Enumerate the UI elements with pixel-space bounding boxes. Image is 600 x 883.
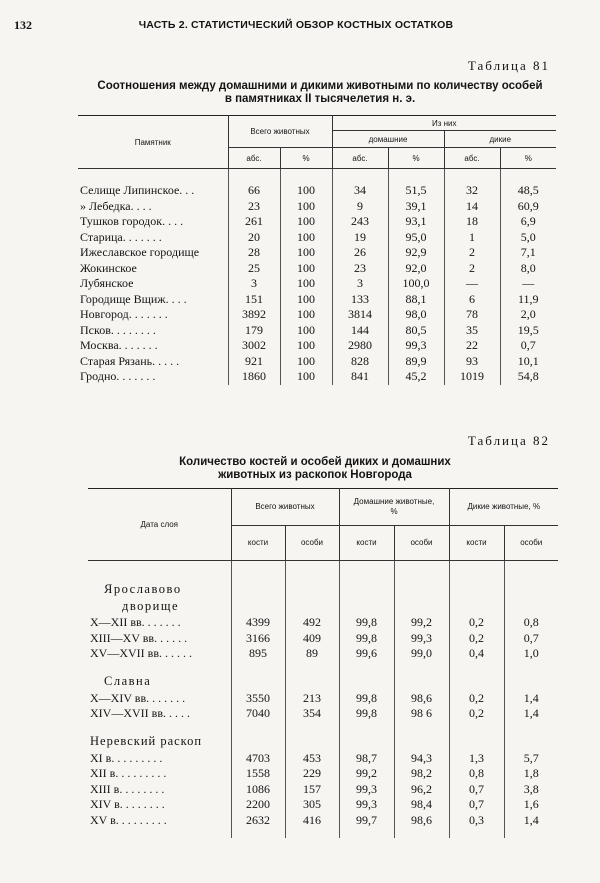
layer-date: XIII—XV вв. . . . . . <box>90 630 188 645</box>
cell-dom-bones: 99,6 <box>339 646 394 662</box>
group-name: Славна <box>104 674 152 689</box>
cell-total-pct: 100 <box>280 214 332 230</box>
table-81-body <box>78 169 556 385</box>
cell-dom: 133 <box>332 292 388 308</box>
cell-wild-pct: 10,1 <box>500 354 556 370</box>
cell-wild-pct: 8,0 <box>500 261 556 277</box>
table-row <box>78 323 556 339</box>
cell-dom-bones: 99,3 <box>339 782 394 798</box>
cell-total-pct: 100 <box>280 338 332 354</box>
cell-wild-indiv: 0,8 <box>504 615 558 631</box>
cell-dom: 19 <box>332 230 388 246</box>
layer-date: XIV в. . . . . . . . <box>90 797 165 811</box>
empty-cell <box>231 734 285 751</box>
empty-cell <box>339 734 394 751</box>
col-header-abs: абс. <box>444 148 500 169</box>
cell-wild: — <box>444 276 500 292</box>
group-name: Ярославово <box>104 581 182 596</box>
cell-total-pct: 100 <box>280 245 332 261</box>
table-row <box>78 338 556 354</box>
cell-total-indiv: 305 <box>285 797 339 813</box>
cell-dom-bones: 98,7 <box>339 751 394 767</box>
cell-total-bones: 1086 <box>231 782 285 798</box>
cell-wild: 14 <box>444 199 500 215</box>
cell-dom-pct: 39,1 <box>388 199 444 215</box>
table-row <box>78 369 556 385</box>
cell-total-bones: 2632 <box>231 813 285 829</box>
site-name: Старица. . . . . . . <box>80 229 162 244</box>
cell-dom-pct: 92,0 <box>388 261 444 277</box>
empty-cell <box>449 598 504 615</box>
col-header-of-them: Из них <box>332 116 556 131</box>
cell-dom-bones: 99,8 <box>339 691 394 707</box>
cell-dom-pct: 99,3 <box>388 338 444 354</box>
col-header-pct: % <box>500 148 556 169</box>
cell-dom: 34 <box>332 183 388 199</box>
cell-dom: 243 <box>332 214 388 230</box>
table-81-caption <box>80 80 560 106</box>
cell-wild: 35 <box>444 323 500 339</box>
table-82-label: Таблица 82 <box>467 433 550 448</box>
caption-line: Соотношения между домашними и дикими животными по количеству особей <box>97 80 543 92</box>
col-header-abs: абс. <box>332 148 388 169</box>
cell-total-indiv: 157 <box>285 782 339 798</box>
cell-dom-indiv: 99,3 <box>394 631 449 647</box>
site-name: Тушков городок. . . . <box>80 214 184 228</box>
cell-wild-indiv: 1,8 <box>504 766 558 782</box>
table-row <box>78 307 556 323</box>
cell-dom-pct: 45,2 <box>388 369 444 385</box>
group-header-row <box>88 581 558 598</box>
cell-wild: 2 <box>444 245 500 261</box>
site-name: Гродно. . . . . . . <box>80 369 156 383</box>
cell-dom-indiv: 98,2 <box>394 766 449 782</box>
site-name: Городище Вщиж. . . . <box>80 291 187 306</box>
empty-cell <box>339 674 394 691</box>
table-row <box>78 354 556 370</box>
col-header-domestic: домашние <box>332 131 444 148</box>
site-name: Ижеславское городище <box>80 245 200 259</box>
table-row <box>88 813 558 829</box>
caption-line: Количество костей и особей диких и домашних <box>179 456 451 468</box>
cell-wild: 1019 <box>444 369 500 385</box>
cell-total-indiv: 416 <box>285 813 339 829</box>
cell-wild-indiv: 5,7 <box>504 751 558 767</box>
layer-date: XIII в. . . . . . . . <box>90 781 165 796</box>
table-row <box>88 615 558 631</box>
caption-line: в памятниках II тысячелетия н. э. <box>224 93 416 105</box>
cell-total-pct: 100 <box>280 199 332 215</box>
cell-wild-indiv: 3,8 <box>504 782 558 798</box>
table-row <box>78 245 556 261</box>
col-header-domestic <box>339 489 449 526</box>
layer-date: XV—XVII вв. . . . . . <box>90 646 192 660</box>
table-81 <box>78 115 556 385</box>
table-row <box>78 230 556 246</box>
cell-dom-indiv: 98,6 <box>394 691 449 707</box>
col-header-total <box>231 489 339 526</box>
col-header-abs: абс. <box>228 148 280 169</box>
cell-total-bones: 4399 <box>231 615 285 631</box>
cell-dom-pct: 93,1 <box>388 214 444 230</box>
empty-cell <box>394 598 449 615</box>
empty-cell <box>231 581 285 598</box>
cell-total: 179 <box>228 323 280 339</box>
cell-dom: 9 <box>332 199 388 215</box>
cell-dom-bones: 99,8 <box>339 631 394 647</box>
cell-total-indiv: 229 <box>285 766 339 782</box>
cell-dom-bones: 99,8 <box>339 706 394 722</box>
empty-cell <box>449 674 504 691</box>
empty-cell <box>449 734 504 751</box>
cell-total-bones: 1558 <box>231 766 285 782</box>
empty-cell <box>504 581 558 598</box>
cell-dom: 841 <box>332 369 388 385</box>
cell-dom: 23 <box>332 261 388 277</box>
cell-wild-indiv: 1,0 <box>504 646 558 662</box>
cell-dom-pct: 88,1 <box>388 292 444 308</box>
table-row <box>78 183 556 199</box>
cell-dom-bones: 99,7 <box>339 813 394 829</box>
col-header-bones: кости <box>339 526 394 561</box>
spacer-row <box>88 561 558 582</box>
cell-total-pct: 100 <box>280 230 332 246</box>
site-name: Старая Рязань. . . . . <box>80 353 180 368</box>
cell-dom-pct: 98,0 <box>388 307 444 323</box>
cell-total-indiv: 409 <box>285 631 339 647</box>
cell-total: 1860 <box>228 369 280 385</box>
cell-total: 921 <box>228 354 280 370</box>
empty-cell <box>285 581 339 598</box>
empty-cell <box>504 674 558 691</box>
cell-dom-bones: 99,8 <box>339 615 394 631</box>
layer-date: X—XII вв. . . . . . . <box>90 615 181 629</box>
col-header-bones: кости <box>231 526 285 561</box>
cell-wild: 32 <box>444 183 500 199</box>
cell-wild-pct: — <box>500 276 556 292</box>
cell-dom: 144 <box>332 323 388 339</box>
cell-dom-indiv: 94,3 <box>394 751 449 767</box>
cell-dom-bones: 99,2 <box>339 766 394 782</box>
col-header-pct: % <box>280 148 332 169</box>
cell-total: 28 <box>228 245 280 261</box>
table-row <box>88 782 558 798</box>
cell-total-bones: 7040 <box>231 706 285 722</box>
page-number: 132 <box>14 18 32 32</box>
table-row <box>78 292 556 308</box>
spacer-row <box>88 828 558 838</box>
table-82-caption <box>90 456 540 482</box>
col-header-pct: % <box>388 148 444 169</box>
empty-cell <box>231 598 285 615</box>
table-row <box>88 691 558 707</box>
cell-dom: 3 <box>332 276 388 292</box>
group-header-row <box>88 598 558 615</box>
cell-wild-pct: 0,7 <box>500 338 556 354</box>
cell-total-indiv: 453 <box>285 751 339 767</box>
cell-wild-pct: 19,5 <box>500 323 556 339</box>
site-name: Москва. . . . . . . <box>80 338 158 352</box>
cell-total-pct: 100 <box>280 183 332 199</box>
empty-cell <box>394 674 449 691</box>
cell-wild-pct: 6,9 <box>500 214 556 230</box>
table-row <box>78 261 556 277</box>
layer-date: X—XIV вв. . . . . . . <box>90 690 186 705</box>
site-name: Жокинское <box>80 260 137 275</box>
cell-wild-bones: 0,2 <box>449 631 504 647</box>
site-name: » Лебедка. . . . <box>80 198 152 213</box>
cell-wild-indiv: 1,4 <box>504 813 558 829</box>
cell-total: 3 <box>228 276 280 292</box>
group-header-row <box>88 674 558 691</box>
table-82 <box>88 488 558 838</box>
empty-cell <box>504 598 558 615</box>
group-header-row <box>88 734 558 751</box>
cell-total: 20 <box>228 230 280 246</box>
cell-total-bones: 3166 <box>231 631 285 647</box>
cell-wild: 18 <box>444 214 500 230</box>
cell-total-pct: 100 <box>280 369 332 385</box>
col-header-wild <box>449 489 558 526</box>
col-header-total: Всего животных <box>228 116 332 148</box>
cell-wild-pct: 60,9 <box>500 199 556 215</box>
col-header-wild: дикие <box>444 131 556 148</box>
spacer-row <box>88 722 558 734</box>
empty-cell <box>339 581 394 598</box>
cell-wild-pct: 54,8 <box>500 369 556 385</box>
cell-wild-bones: 0,4 <box>449 646 504 662</box>
cell-dom-indiv: 99,2 <box>394 615 449 631</box>
cell-dom-indiv: 98,6 <box>394 813 449 829</box>
cell-total: 261 <box>228 214 280 230</box>
col-header-indiv: особи <box>285 526 339 561</box>
col-header-layer-date: Дата слоя <box>88 489 231 561</box>
cell-dom-pct: 95,0 <box>388 230 444 246</box>
cell-dom-pct: 51,5 <box>388 183 444 199</box>
spacer-row <box>88 662 558 674</box>
page-header <box>14 18 578 36</box>
cell-dom-indiv: 98,4 <box>394 797 449 813</box>
cell-total-indiv: 213 <box>285 691 339 707</box>
cell-total-pct: 100 <box>280 307 332 323</box>
cell-total: 25 <box>228 261 280 277</box>
table-row <box>88 631 558 647</box>
col-header-bones: кости <box>449 526 504 561</box>
cell-wild-pct: 2,0 <box>500 307 556 323</box>
header-text: Домашние животные, % <box>353 497 435 516</box>
cell-dom-indiv: 98 6 <box>394 706 449 722</box>
cell-total-bones: 2200 <box>231 797 285 813</box>
layer-date: XII в. . . . . . . . . <box>90 766 167 780</box>
cell-wild-indiv: 1,6 <box>504 797 558 813</box>
cell-wild: 22 <box>444 338 500 354</box>
cell-wild-bones: 0,7 <box>449 782 504 798</box>
cell-total: 151 <box>228 292 280 308</box>
col-header-site: Памятник <box>78 116 228 169</box>
cell-dom: 3814 <box>332 307 388 323</box>
empty-cell <box>504 734 558 751</box>
col-header-indiv: особи <box>504 526 558 561</box>
layer-date: XIV—XVII вв. . . . . <box>90 706 190 720</box>
cell-total: 23 <box>228 199 280 215</box>
cell-total-indiv: 354 <box>285 706 339 722</box>
caption-line: животных из раскопок Новгорода <box>218 469 412 481</box>
cell-wild: 1 <box>444 230 500 246</box>
table-row <box>78 199 556 215</box>
cell-total: 66 <box>228 183 280 199</box>
cell-dom-pct: 80,5 <box>388 323 444 339</box>
cell-wild-indiv: 1,4 <box>504 706 558 722</box>
cell-wild-pct: 5,0 <box>500 230 556 246</box>
cell-total-indiv: 492 <box>285 615 339 631</box>
table-row <box>88 706 558 722</box>
site-name: Селище Липинское. . . <box>80 183 195 197</box>
site-name: Псков. . . . . . . . <box>80 322 156 337</box>
cell-dom: 828 <box>332 354 388 370</box>
cell-wild: 93 <box>444 354 500 370</box>
cell-wild-indiv: 0,7 <box>504 631 558 647</box>
running-title: ЧАСТЬ 2. СТАТИСТИЧЕСКИЙ ОБЗОР КОСТНЫХ ОСТАТКОВ <box>138 19 454 31</box>
empty-cell <box>231 674 285 691</box>
col-header-indiv: особи <box>394 526 449 561</box>
empty-cell <box>394 581 449 598</box>
cell-wild-pct: 11,9 <box>500 292 556 308</box>
table-81-label: Таблица 81 <box>467 58 550 73</box>
cell-wild-bones: 0,3 <box>449 813 504 829</box>
cell-dom-pct: 89,9 <box>388 354 444 370</box>
layer-date: XI в. . . . . . . . . <box>90 750 163 765</box>
header-text: Дикие животные, % <box>467 502 541 511</box>
group-name: дворище <box>122 598 180 613</box>
site-name: Лубянское <box>80 276 134 290</box>
cell-wild-bones: 0,7 <box>449 797 504 813</box>
cell-wild-pct: 7,1 <box>500 245 556 261</box>
cell-dom: 2980 <box>332 338 388 354</box>
cell-total-pct: 100 <box>280 354 332 370</box>
table-row <box>88 797 558 813</box>
cell-total-bones: 4703 <box>231 751 285 767</box>
cell-total-pct: 100 <box>280 292 332 308</box>
empty-cell <box>339 598 394 615</box>
empty-cell <box>285 598 339 615</box>
cell-total-bones: 3550 <box>231 691 285 707</box>
cell-total-pct: 100 <box>280 323 332 339</box>
cell-wild-bones: 0,8 <box>449 766 504 782</box>
cell-wild-bones: 0,2 <box>449 706 504 722</box>
cell-wild-bones: 1,3 <box>449 751 504 767</box>
cell-total-indiv: 89 <box>285 646 339 662</box>
group-name: Неревский раскоп <box>90 734 203 749</box>
cell-wild: 6 <box>444 292 500 308</box>
cell-dom-bones: 99,3 <box>339 797 394 813</box>
header-text: Всего животных <box>255 502 315 511</box>
empty-cell <box>285 674 339 691</box>
table-row <box>78 214 556 230</box>
cell-total: 3002 <box>228 338 280 354</box>
cell-total: 3892 <box>228 307 280 323</box>
cell-wild: 78 <box>444 307 500 323</box>
cell-wild-pct: 48,5 <box>500 183 556 199</box>
cell-wild: 2 <box>444 261 500 277</box>
cell-dom: 26 <box>332 245 388 261</box>
cell-wild-bones: 0,2 <box>449 691 504 707</box>
cell-total-pct: 100 <box>280 276 332 292</box>
cell-dom-pct: 92,9 <box>388 245 444 261</box>
table-row <box>88 766 558 782</box>
cell-dom-indiv: 96,2 <box>394 782 449 798</box>
empty-cell <box>285 734 339 751</box>
table-row <box>78 276 556 292</box>
cell-wild-bones: 0,2 <box>449 615 504 631</box>
cell-dom-indiv: 99,0 <box>394 646 449 662</box>
cell-total-pct: 100 <box>280 261 332 277</box>
cell-dom-pct: 100,0 <box>388 276 444 292</box>
table-row <box>88 751 558 767</box>
empty-cell <box>394 734 449 751</box>
cell-wild-indiv: 1,4 <box>504 691 558 707</box>
empty-cell <box>449 581 504 598</box>
table-row <box>88 646 558 662</box>
cell-total-bones: 895 <box>231 646 285 662</box>
layer-date: XV в. . . . . . . . . <box>90 812 167 827</box>
table-82-body <box>88 561 558 839</box>
site-name: Новгород. . . . . . . <box>80 307 168 321</box>
